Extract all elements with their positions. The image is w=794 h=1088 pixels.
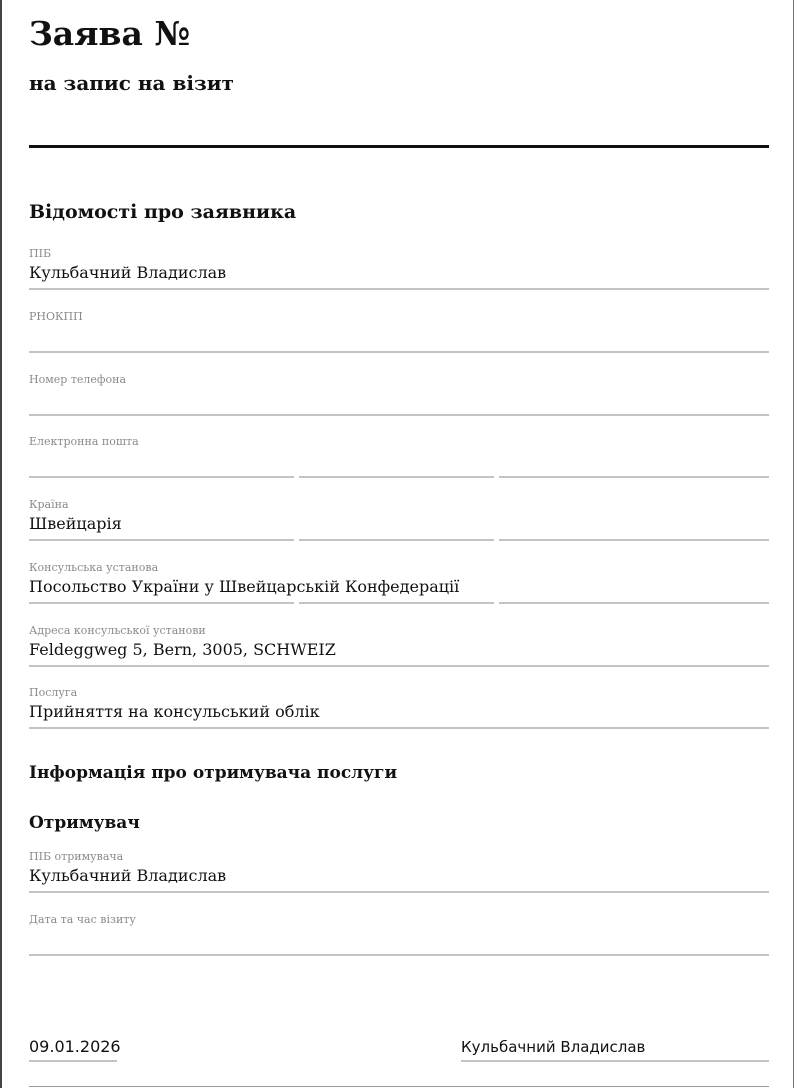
field-recipient-name-label: ПІБ отримувача (29, 850, 124, 863)
recipient-subtitle: Отримувач (29, 813, 140, 833)
field-phone-label: Номер телефона (29, 373, 127, 386)
field-consulate-underline-1 (29, 602, 294, 604)
field-phone-underline (29, 414, 769, 416)
field-consulate-underline-2 (299, 602, 494, 604)
field-recipient-name-underline (29, 891, 769, 893)
field-country-underline-3 (499, 539, 769, 541)
field-service-underline (29, 727, 769, 729)
field-recipient-name-value: Кульбачний Владислав (29, 866, 227, 885)
field-consulate-address-value: Feldeggweg 5, Bern, 3005, SCHWEIZ (29, 640, 336, 659)
field-tax-id-underline (29, 351, 769, 353)
field-country-value: Швейцарія (29, 514, 122, 533)
document-title: Заява № (29, 14, 191, 53)
footer-date-underline (29, 1060, 117, 1062)
field-service-value: Прийняття на консульський облік (29, 702, 320, 721)
field-consulate-address-label: Адреса консульської установи (29, 624, 206, 637)
field-full-name-label: ПІБ (29, 247, 52, 260)
document-subtitle: на запис на візит (29, 71, 234, 95)
field-service-label: Послуга (29, 686, 78, 699)
footer-signature-name: Кульбачний Владислав (461, 1038, 646, 1056)
field-email-underline-1 (29, 476, 294, 478)
header-divider (29, 145, 769, 148)
footer-divider (29, 1086, 769, 1087)
page-border-left (0, 0, 2, 1088)
field-country-label: Країна (29, 498, 69, 511)
field-country-underline-2 (299, 539, 494, 541)
field-email-label: Електронна пошта (29, 435, 139, 448)
field-full-name-underline (29, 288, 769, 290)
field-consulate-label: Консульська установа (29, 561, 159, 574)
footer-date: 09.01.2026 (29, 1037, 121, 1056)
field-country-underline-1 (29, 539, 294, 541)
field-visit-datetime-underline (29, 954, 769, 956)
field-full-name-value: Кульбачний Владислав (29, 263, 227, 282)
footer-signature-underline (461, 1060, 769, 1062)
field-tax-id-label: РНОКПП (29, 310, 83, 323)
field-email-underline-2 (299, 476, 494, 478)
field-consulate-underline-3 (499, 602, 769, 604)
field-consulate-value: Посольство України у Швейцарській Конфедерації (29, 577, 460, 596)
field-visit-datetime-label: Дата та час візиту (29, 913, 136, 926)
field-email-underline-3 (499, 476, 769, 478)
applicant-section-title: Відомості про заявника (29, 201, 297, 223)
recipient-section-title: Інформація про отримувача послуги (29, 763, 398, 783)
field-consulate-address-underline (29, 665, 769, 667)
